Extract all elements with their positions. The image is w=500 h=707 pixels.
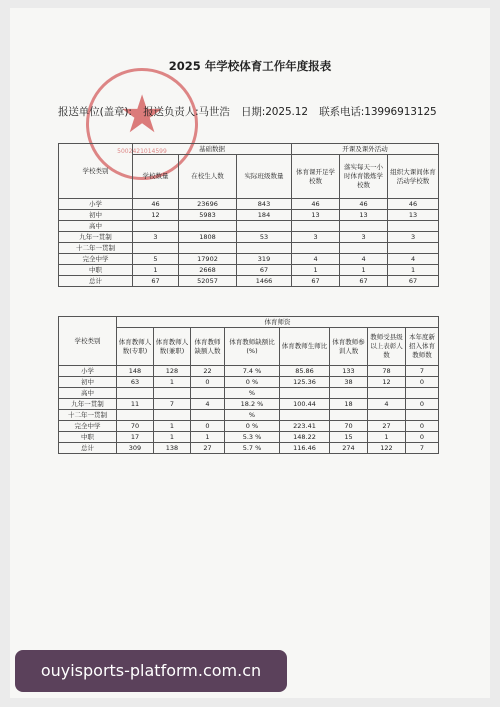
column-header: 体育教师生师比 [280,328,330,366]
table-cell: 1808 [179,232,237,243]
table-cell [191,410,225,421]
seal-star-icon: ★ [118,85,166,145]
table-cell: 13 [388,210,439,221]
report-title: 2025 年学校体育工作年度报表 [168,59,332,73]
table-cell: 133 [330,366,368,377]
table-cell [237,243,292,254]
table-cell: 148 [117,366,154,377]
column-header: 学校数量 [133,155,179,199]
table-cell: 78 [368,366,406,377]
table-cell [280,388,330,399]
table-cell: 70 [330,421,368,432]
table-row [59,443,439,454]
column-header: 实际班级数量 [237,155,292,199]
column-header: 体育教师缺额人数 [191,328,225,366]
table-cell: 46 [133,199,179,210]
table-cell: 122 [368,443,406,454]
table-cell: % [225,388,280,399]
table-cell: 116.46 [280,443,330,454]
table-cell [340,243,388,254]
table-cell: 319 [237,254,292,265]
table-row [59,265,439,276]
table-row [59,366,439,377]
table-cell: 67 [237,265,292,276]
table-cell [280,410,330,421]
table-row [59,377,439,388]
table-cell: 67 [388,276,439,287]
table-cell: 184 [237,210,292,221]
table-cell: 18 [330,399,368,410]
table-row [59,210,439,221]
table-cell [154,410,191,421]
table-cell: 7 [406,443,439,454]
table-cell: 4 [388,254,439,265]
table-cell: 22 [191,366,225,377]
table-cell: 17 [117,432,154,443]
table-cell: 128 [154,366,191,377]
table-cell: 0 % [225,421,280,432]
row-school-type: 高中 [59,221,133,232]
table-cell: 7.4 % [225,366,280,377]
unit-label: 报送单位(盖章): [58,106,132,118]
header-group-teachers: 体育师资 [117,317,439,328]
table-cell: 4 [368,399,406,410]
table-cell: 4 [191,399,225,410]
column-header: 本年度新招入体育教师数 [406,328,439,366]
table-cell: 12 [368,377,406,388]
table-cell: 138 [154,443,191,454]
table-cell [117,410,154,421]
table-cell: 2668 [179,265,237,276]
table-cell [340,221,388,232]
table-row [59,221,439,232]
seal-code: 5002421014599 [117,148,167,155]
table-cell: 1 [133,265,179,276]
table-cell: 46 [340,199,388,210]
column-header: 体育教师参训人数 [330,328,368,366]
table-cell [292,243,340,254]
row-school-type: 总计 [59,276,133,287]
header-school-type: 学校类别 [59,317,117,366]
row-school-type: 初中 [59,210,133,221]
table-cell [330,388,368,399]
table-cell: 52057 [179,276,237,287]
table-cell: 5983 [179,210,237,221]
table-cell: 85.86 [280,366,330,377]
table-cell: 1 [368,432,406,443]
table-cell: 67 [340,276,388,287]
table-cell: 18.2 % [225,399,280,410]
row-school-type: 十二年一贯制 [59,243,133,254]
table-cell: 23696 [179,199,237,210]
table-cell: 3 [292,232,340,243]
table-cell: 70 [117,421,154,432]
table-cell: 309 [117,443,154,454]
table-cell [117,388,154,399]
table-cell: 0 % [225,377,280,388]
table-cell: 1 [292,265,340,276]
table-cell: 1466 [237,276,292,287]
table-cell: 4 [292,254,340,265]
table-cell: 13 [292,210,340,221]
table-cell: 5 [133,254,179,265]
table-cell: 3 [133,232,179,243]
table-cell [179,243,237,254]
header-group-basic: 基础数据 [133,144,292,155]
row-school-type: 总计 [59,443,117,454]
table-cell: 27 [191,443,225,454]
table-cell: 11 [117,399,154,410]
table-cell [191,388,225,399]
table-cell [388,243,439,254]
table-cell [330,410,368,421]
row-school-type: 九年一贯制 [59,232,133,243]
table-cell [368,410,406,421]
table-row [59,232,439,243]
table-cell [133,221,179,232]
column-header: 体育教师缺额比(%) [225,328,280,366]
table-row [59,410,439,421]
table-cell: 1 [154,432,191,443]
table-cell: 843 [237,199,292,210]
teacher-staff-table [58,316,439,454]
table-cell: 15 [330,432,368,443]
site-watermark: ouyisports-platform.com.cn [15,650,287,692]
row-school-type: 小学 [59,199,133,210]
header-school-type: 学校类别 [59,144,133,199]
table-cell: 17902 [179,254,237,265]
table-cell [179,221,237,232]
row-school-type: 完全中学 [59,254,133,265]
table-cell: 1 [154,377,191,388]
table-row [59,199,439,210]
table-cell: % [225,410,280,421]
column-header: 组织大课间体育活动学校数 [388,155,439,199]
table-cell: 7 [154,399,191,410]
basic-data-table [58,143,439,287]
table-cell: 0 [406,421,439,432]
table-cell: 5.7 % [225,443,280,454]
table-cell [292,221,340,232]
table-cell: 3 [388,232,439,243]
table-cell: 67 [133,276,179,287]
table-row [59,388,439,399]
row-school-type: 高中 [59,388,117,399]
table-cell [237,221,292,232]
table-cell: 63 [117,377,154,388]
table-cell [406,388,439,399]
table-cell: 0 [406,399,439,410]
column-header: 在校生人数 [179,155,237,199]
table-cell: 12 [133,210,179,221]
table-cell: 125.36 [280,377,330,388]
table-cell: 1 [191,432,225,443]
table-cell: 7 [406,366,439,377]
table-row [59,276,439,287]
table-cell: 46 [292,199,340,210]
table-cell: 53 [237,232,292,243]
table-cell [388,221,439,232]
date-label: 日期:2025.12 [240,106,308,118]
table-cell: 0 [191,421,225,432]
table-cell: 46 [388,199,439,210]
table-cell: 67 [292,276,340,287]
table-row [59,421,439,432]
table-cell: 4 [340,254,388,265]
table-row [59,432,439,443]
column-header: 教师受县级以上表彰人数 [368,328,406,366]
table-cell: 5.3 % [225,432,280,443]
table-cell: 223.41 [280,421,330,432]
column-header: 体育教师人数(专职) [117,328,154,366]
table-cell: 1 [154,421,191,432]
table-cell: 0 [406,432,439,443]
column-header: 体育课开足学校数 [292,155,340,199]
table-cell [154,388,191,399]
table-cell [133,243,179,254]
table-cell: 3 [340,232,388,243]
row-school-type: 九年一贯制 [59,399,117,410]
table-cell: 0 [191,377,225,388]
table-cell: 13 [340,210,388,221]
header-group-activity: 开课及课外活动 [292,144,439,155]
row-school-type: 中职 [59,265,133,276]
table-cell: 1 [388,265,439,276]
column-header: 体育教师人数(兼职) [154,328,191,366]
table-row [59,399,439,410]
table-cell: 100.44 [280,399,330,410]
row-school-type: 中职 [59,432,117,443]
report-meta [58,104,445,119]
person-label: 报送负责人:马世浩 [143,106,230,118]
table-cell: 274 [330,443,368,454]
table-cell: 1 [340,265,388,276]
phone-label: 联系电话:13996913125 [319,106,437,118]
table-row [59,243,439,254]
row-school-type: 完全中学 [59,421,117,432]
table-cell [406,410,439,421]
table-row [59,254,439,265]
table-cell: 38 [330,377,368,388]
row-school-type: 小学 [59,366,117,377]
table-cell [368,388,406,399]
row-school-type: 十二年一贯制 [59,410,117,421]
table-cell: 27 [368,421,406,432]
row-school-type: 初中 [59,377,117,388]
column-header: 落实每天一小时体育锻炼学校数 [340,155,388,199]
table-cell: 0 [406,377,439,388]
table-cell: 148.22 [280,432,330,443]
